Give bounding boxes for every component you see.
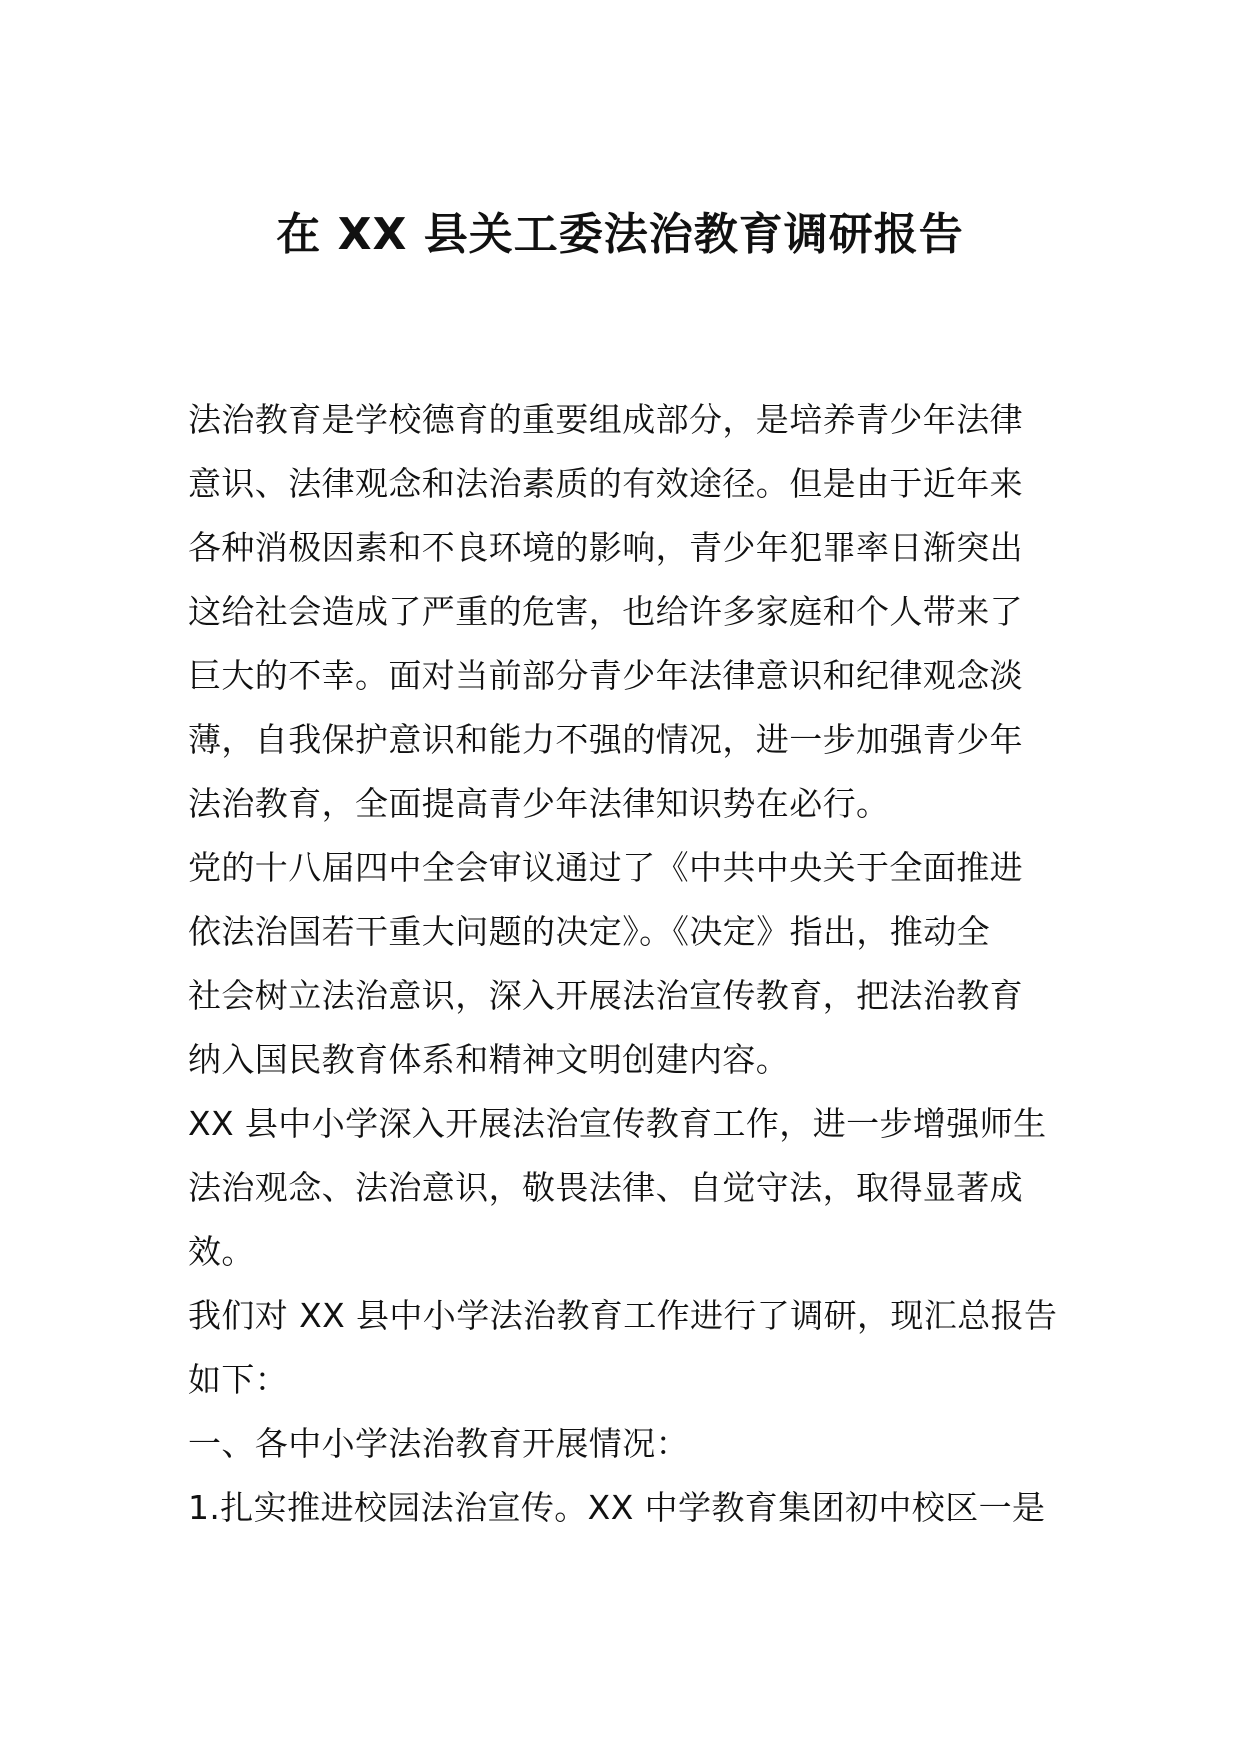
text-line: 意识、法律观念和法治素质的有效途径。但是由于近年来	[188, 464, 1023, 503]
text-line: 这给社会造成了严重的危害，也给许多家庭和个人带来了	[188, 592, 1023, 631]
text-line: XX 县中小学深入开展法治宣传教育工作，进一步增强师生	[188, 1104, 1047, 1143]
text-line: 我们对 XX 县中小学法治教育工作进行了调研，现汇总报告	[188, 1296, 1058, 1335]
text-line: 法治教育是学校德育的重要组成部分，是培养青少年法律	[188, 400, 1023, 439]
document-body	[188, 388, 1058, 1540]
text-line: 薄，自我保护意识和能力不强的情况，进一步加强青少年	[188, 720, 1023, 759]
text-line: 社会树立法治意识，深入开展法治宣传教育，把法治教育	[188, 976, 1023, 1015]
text-line: 党的十八届四中全会审议通过了《中共中央关于全面推进	[188, 848, 1023, 887]
text-line: 法治观念、法治意识，敬畏法律、自觉守法，取得显著成	[188, 1168, 1023, 1207]
text-line: 效。	[188, 1232, 255, 1271]
section-heading: 一、各中小学法治教育开展情况：	[188, 1424, 689, 1463]
text-line: 巨大的不幸。面对当前部分青少年法律意识和纪律观念淡	[188, 656, 1023, 695]
text-line: 如下：	[188, 1360, 289, 1399]
text-line: 各种消极因素和不良环境的影响，青少年犯罪率日渐突出	[188, 528, 1023, 567]
text-line: 1.扎实推进校园法治宣传。XX 中学教育集团初中校区一是	[188, 1488, 1046, 1527]
document-title: 在 XX 县关工委法治教育调研报告	[276, 209, 964, 260]
text-line: 纳入国民教育体系和精神文明创建内容。	[188, 1040, 790, 1079]
text-line: 法治教育，全面提高青少年法律知识势在必行。	[188, 784, 890, 823]
text-line: 依法治国若干重大问题的决定》。《决定》指出，推动全	[188, 912, 990, 951]
